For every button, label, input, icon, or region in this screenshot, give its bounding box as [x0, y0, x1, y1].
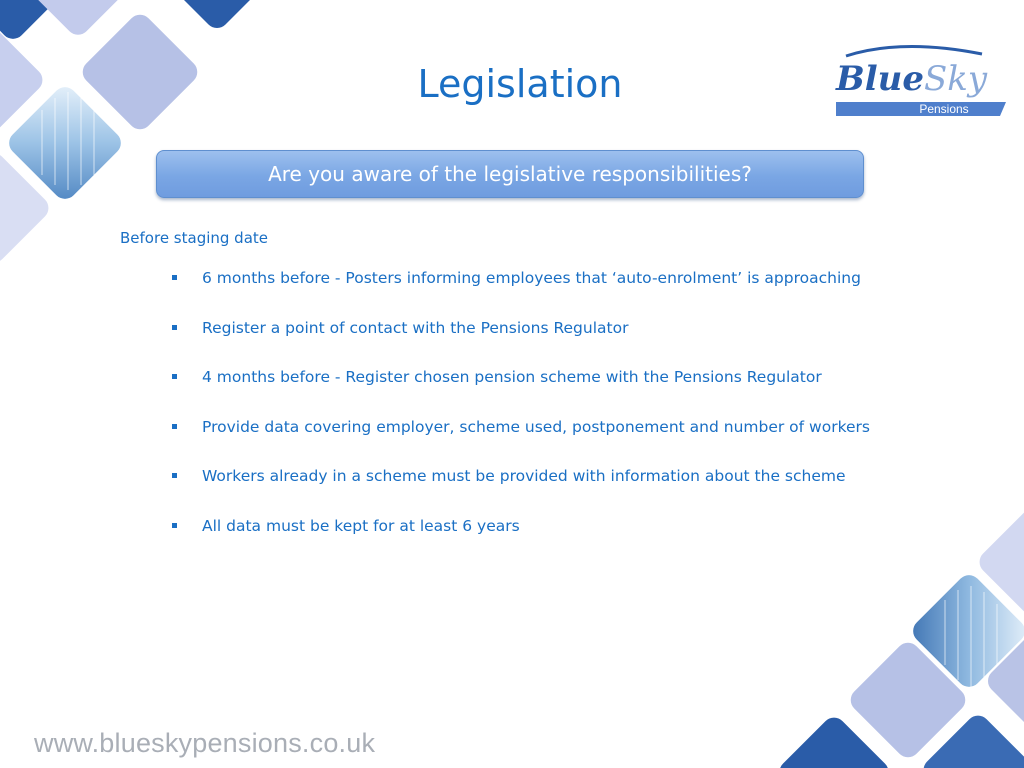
bullet-list [172, 268, 972, 565]
list-item-text: Provide data covering employer, scheme used, postponement and number of workers [202, 417, 870, 436]
tile-dark [159, 0, 275, 33]
square-bullet-icon [172, 374, 177, 379]
list-item-text: Workers already in a scheme must be provided with information about the scheme [202, 467, 846, 485]
footer-website-url: www.blueskypensions.co.uk [34, 728, 376, 758]
square-bullet-icon [172, 325, 177, 330]
list-item-text: Register a point of contact with the Pensions Regulator [202, 318, 629, 337]
square-bullet-icon [172, 473, 177, 478]
square-bullet-icon [172, 275, 177, 280]
section-heading: Before staging date [120, 229, 269, 247]
square-bullet-icon [172, 523, 177, 528]
slide-title: Legislation [417, 62, 623, 106]
question-banner: Are you aware of the legislative responsibilities? [156, 150, 864, 198]
bluesky-pensions-logo [832, 40, 1012, 124]
list-item-text: 4 months before - Register chosen pension scheme with the Pensions Regulator [202, 368, 822, 386]
list-item-text: All data must be kept for at least 6 years [202, 516, 520, 535]
list-item [172, 268, 972, 318]
logo-swoosh [846, 46, 982, 56]
list-item [172, 367, 972, 417]
logo-tagline: Pensions [919, 102, 969, 116]
list-item [172, 516, 972, 566]
list-item [172, 466, 972, 516]
logo-brand-blue: Blue [836, 59, 925, 99]
square-bullet-icon [172, 424, 177, 429]
top-left-tile-cluster [0, 0, 275, 267]
list-item [172, 318, 972, 368]
logo-brand-sky: Sky [924, 59, 988, 99]
list-item [172, 417, 972, 467]
list-item-text: 6 months before - Posters informing employees that ‘auto-enrolment’ is approaching [202, 269, 861, 287]
